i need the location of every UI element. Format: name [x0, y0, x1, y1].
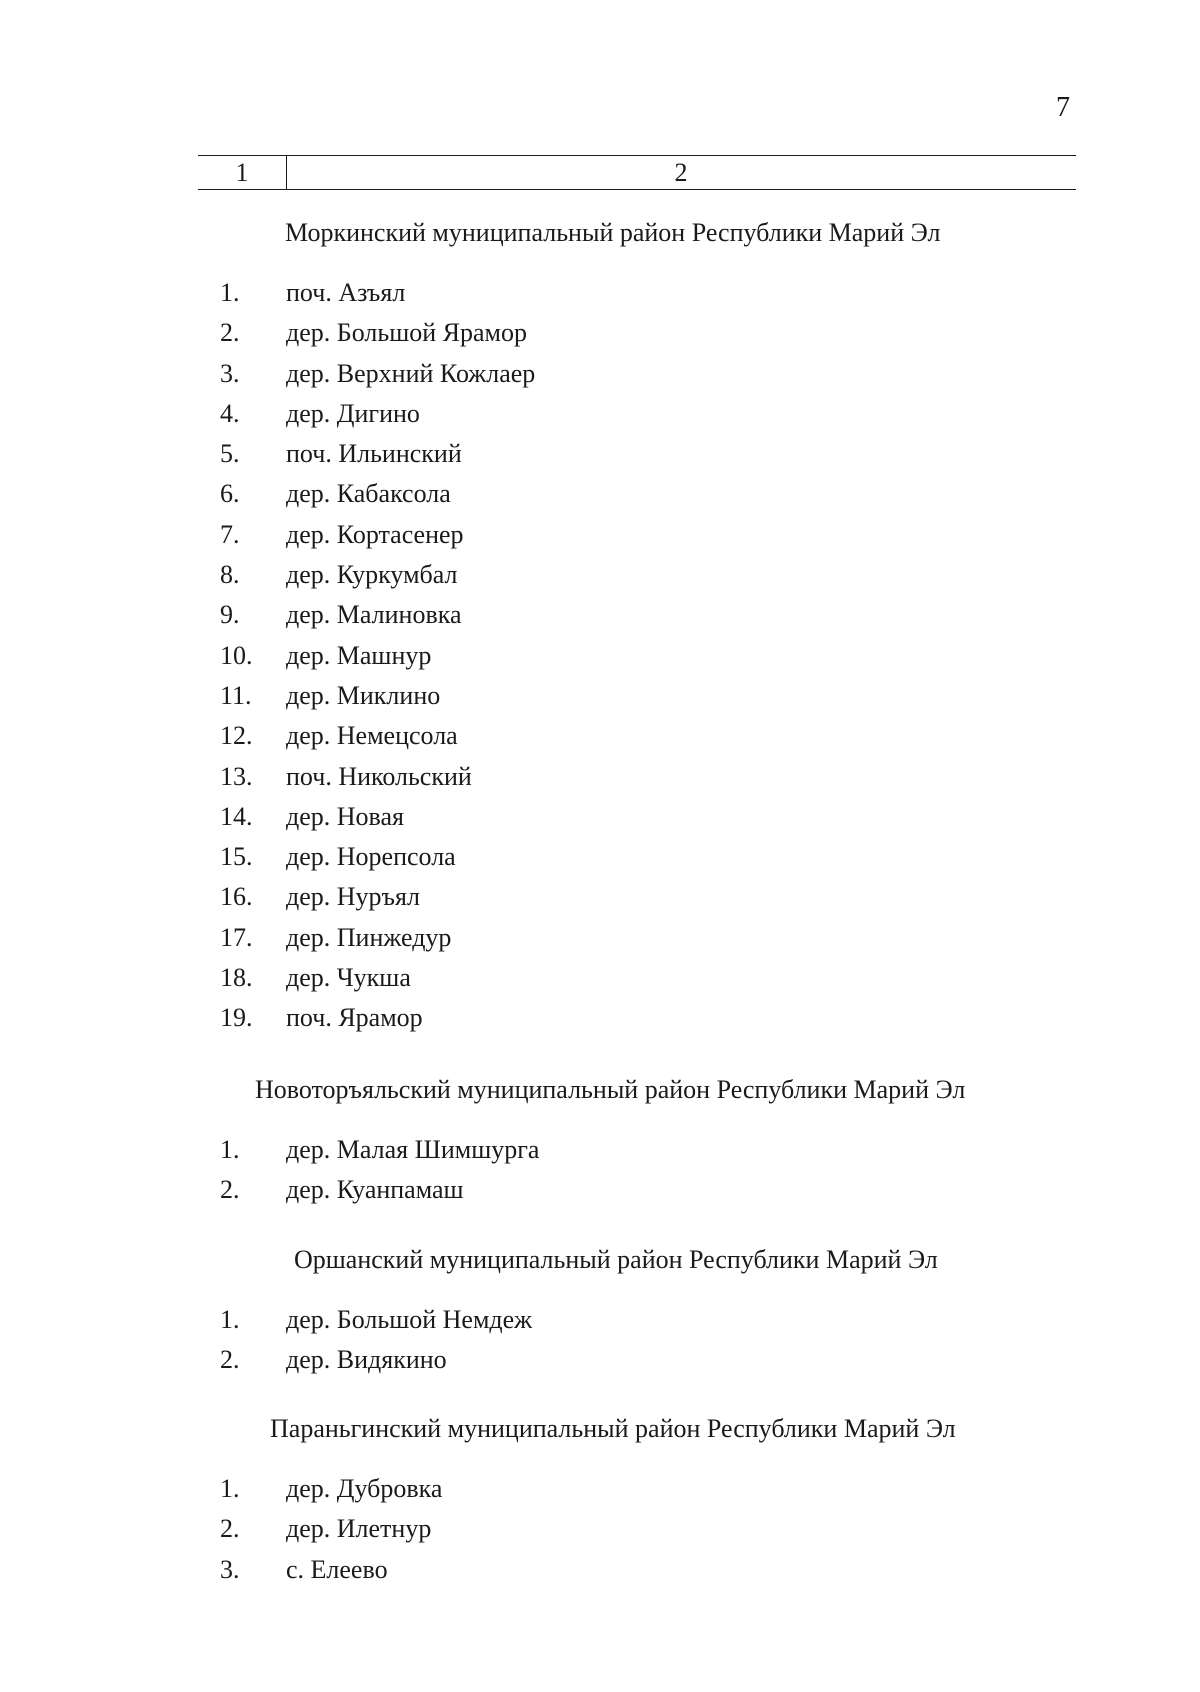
- settlement-name: поч. Азъял: [286, 278, 406, 307]
- settlement-name: дер. Дигино: [286, 398, 420, 428]
- item-number: 16.: [220, 882, 253, 912]
- settlement-name: дер. Пинжедур: [286, 922, 452, 952]
- settlement-name: дер. Видякино: [286, 1345, 447, 1375]
- settlement-name: дер. Немецсола: [286, 721, 458, 751]
- settlement-name: дер. Большой Ярамор: [286, 318, 527, 348]
- settlement-name: дер. Норепсола: [286, 842, 456, 872]
- item-number: 1.: [220, 278, 240, 307]
- item-number: 8.: [220, 560, 240, 590]
- item-number: 1.: [220, 1474, 240, 1503]
- settlement-name: дер. Большой Немдеж: [286, 1305, 533, 1334]
- settlement-name: дер. Куркумбал: [286, 560, 458, 590]
- item-number: 10.: [220, 640, 253, 670]
- item-number: 9.: [220, 600, 240, 630]
- header-top-rule: [198, 155, 1076, 156]
- settlement-name: дер. Кортасенер: [286, 519, 464, 549]
- section-title-paranga: Параньгинский муниципальный район Республики Марий Эл: [270, 1414, 956, 1443]
- settlement-name: дер. Кабаксола: [286, 479, 451, 509]
- header-bottom-rule: [198, 189, 1076, 190]
- settlement-name: дер. Куанпамаш: [286, 1175, 464, 1205]
- item-number: 13.: [220, 761, 253, 791]
- item-number: 15.: [220, 842, 253, 872]
- settlement-name: дер. Миклино: [286, 680, 441, 710]
- item-number: 18.: [220, 963, 253, 993]
- item-number: 7.: [220, 519, 240, 549]
- settlement-name: дер. Малая Шимшурга: [286, 1135, 540, 1164]
- item-number: 1.: [220, 1305, 240, 1334]
- item-number: 2.: [220, 1514, 240, 1544]
- settlement-name: дер. Дубровка: [286, 1474, 443, 1503]
- item-number: 2.: [220, 1345, 240, 1375]
- item-number: 1.: [220, 1135, 240, 1164]
- settlement-name: поч. Никольский: [286, 761, 472, 791]
- column-header-2: 2: [674, 158, 688, 187]
- settlement-name: с. Елеево: [286, 1554, 388, 1584]
- item-number: 2.: [220, 1175, 240, 1205]
- item-number: 12.: [220, 721, 253, 751]
- settlement-name: дер. Новая: [286, 801, 404, 831]
- item-number: 4.: [220, 398, 240, 428]
- settlement-name: поч. Ильинский: [286, 439, 462, 469]
- section-title-orsha: Оршанский муниципальный район Республики Марий Эл: [294, 1245, 938, 1274]
- section-title-morki: Моркинский муниципальный район Республики Марий Эл: [285, 218, 941, 247]
- item-number: 19.: [220, 1003, 253, 1033]
- item-number: 5.: [220, 439, 240, 469]
- table-column-header: [198, 155, 1076, 190]
- settlement-name: дер. Малиновка: [286, 600, 462, 630]
- item-number: 17.: [220, 922, 253, 952]
- settlement-name: дер. Нуръял: [286, 882, 420, 912]
- item-number: 2.: [220, 318, 240, 348]
- item-number: 14.: [220, 801, 253, 831]
- settlement-name: дер. Верхний Кожлаер: [286, 358, 536, 388]
- item-number: 6.: [220, 479, 240, 509]
- item-number: 3.: [220, 1554, 240, 1584]
- settlement-name: дер. Илетнур: [286, 1514, 432, 1544]
- settlement-name: поч. Ярамор: [286, 1003, 423, 1033]
- item-number: 11.: [220, 680, 252, 710]
- item-number: 3.: [220, 358, 240, 388]
- page-number: 7: [1056, 92, 1070, 123]
- section-title-novy-torial: Новоторъяльский муниципальный район Республики Марий Эл: [255, 1075, 966, 1104]
- settlement-name: дер. Чукша: [286, 963, 411, 993]
- settlement-name: дер. Машнур: [286, 640, 432, 670]
- column-header-1: 1: [235, 158, 249, 187]
